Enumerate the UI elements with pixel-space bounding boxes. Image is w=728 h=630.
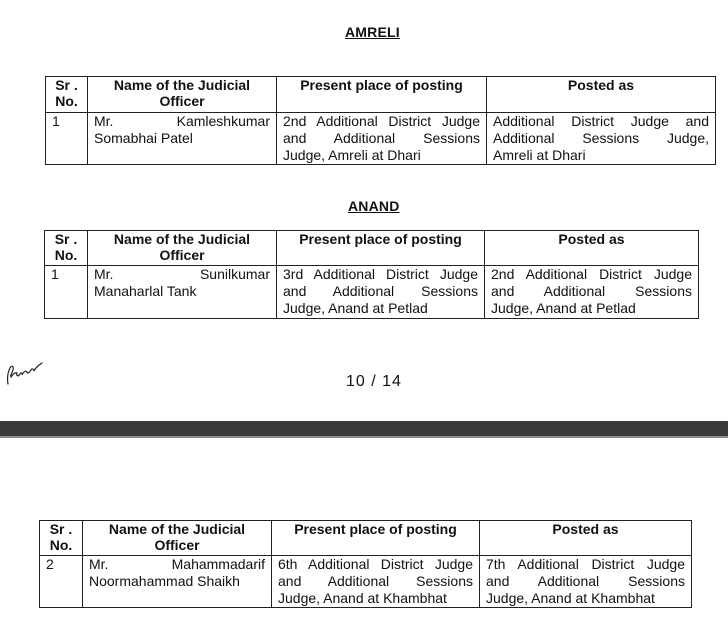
- posting-table-anand-continued: [39, 520, 692, 608]
- header-present-posting: Present place of posting: [272, 521, 480, 556]
- table-header-row: [40, 521, 692, 556]
- header-present-posting: Present place of posting: [277, 77, 487, 113]
- cell-sr-no: 1: [45, 266, 88, 319]
- table-header-row: [46, 77, 716, 113]
- cell-officer-name: Mr. Mahammadarif Noormahammad Shaikh: [83, 556, 272, 608]
- cell-present-posting: 3rd Additional District Judge and Additional Sessions Judge, Anand at Petlad: [277, 266, 485, 319]
- section-heading-anand: ANAND: [348, 198, 400, 214]
- table-row: [40, 556, 692, 608]
- posting-table-anand: [44, 230, 699, 319]
- cell-sr-no: 1: [46, 113, 88, 165]
- header-posted-as: Posted as: [487, 77, 716, 113]
- cell-present-posting: 6th Additional District Judge and Additional Sessions Judge, Anand at Khambhat: [272, 556, 480, 608]
- header-officer-name: Name of the Judicial Officer: [88, 77, 277, 113]
- signature-icon: [4, 354, 48, 390]
- cell-posted-as: Additional District Judge and Additional Sessions Judge, Amreli at Dhari: [487, 113, 716, 165]
- page-separator: [0, 421, 728, 438]
- section-heading-amreli: AMRELI: [345, 24, 400, 40]
- cell-posted-as: 7th Additional District Judge and Additional Sessions Judge, Anand at Khambhat: [480, 556, 692, 608]
- header-posted-as: Posted as: [485, 231, 699, 266]
- cell-present-posting: 2nd Additional District Judge and Additional Sessions Judge, Amreli at Dhari: [277, 113, 487, 165]
- header-officer-name: Name of the Judicial Officer: [83, 521, 272, 556]
- posting-table-amreli: [45, 76, 716, 165]
- header-sr-no: Sr . No.: [45, 231, 88, 266]
- table-row: [46, 113, 716, 165]
- header-present-posting: Present place of posting: [277, 231, 485, 266]
- cell-posted-as: 2nd Additional District Judge and Additional Sessions Judge, Anand at Petlad: [485, 266, 699, 319]
- header-sr-no: Sr . No.: [40, 521, 83, 556]
- table-header-row: [45, 231, 699, 266]
- header-officer-name: Name of the Judicial Officer: [88, 231, 277, 266]
- header-posted-as: Posted as: [480, 521, 692, 556]
- header-sr-no: Sr . No.: [46, 77, 88, 113]
- cell-officer-name: Mr. Sunilkumar Manaharlal Tank: [88, 266, 277, 319]
- cell-sr-no: 2: [40, 556, 83, 608]
- page-number: 10 / 14: [346, 373, 402, 390]
- cell-officer-name: Mr. Kamleshkumar Somabhai Patel: [88, 113, 277, 165]
- table-row: [45, 266, 699, 319]
